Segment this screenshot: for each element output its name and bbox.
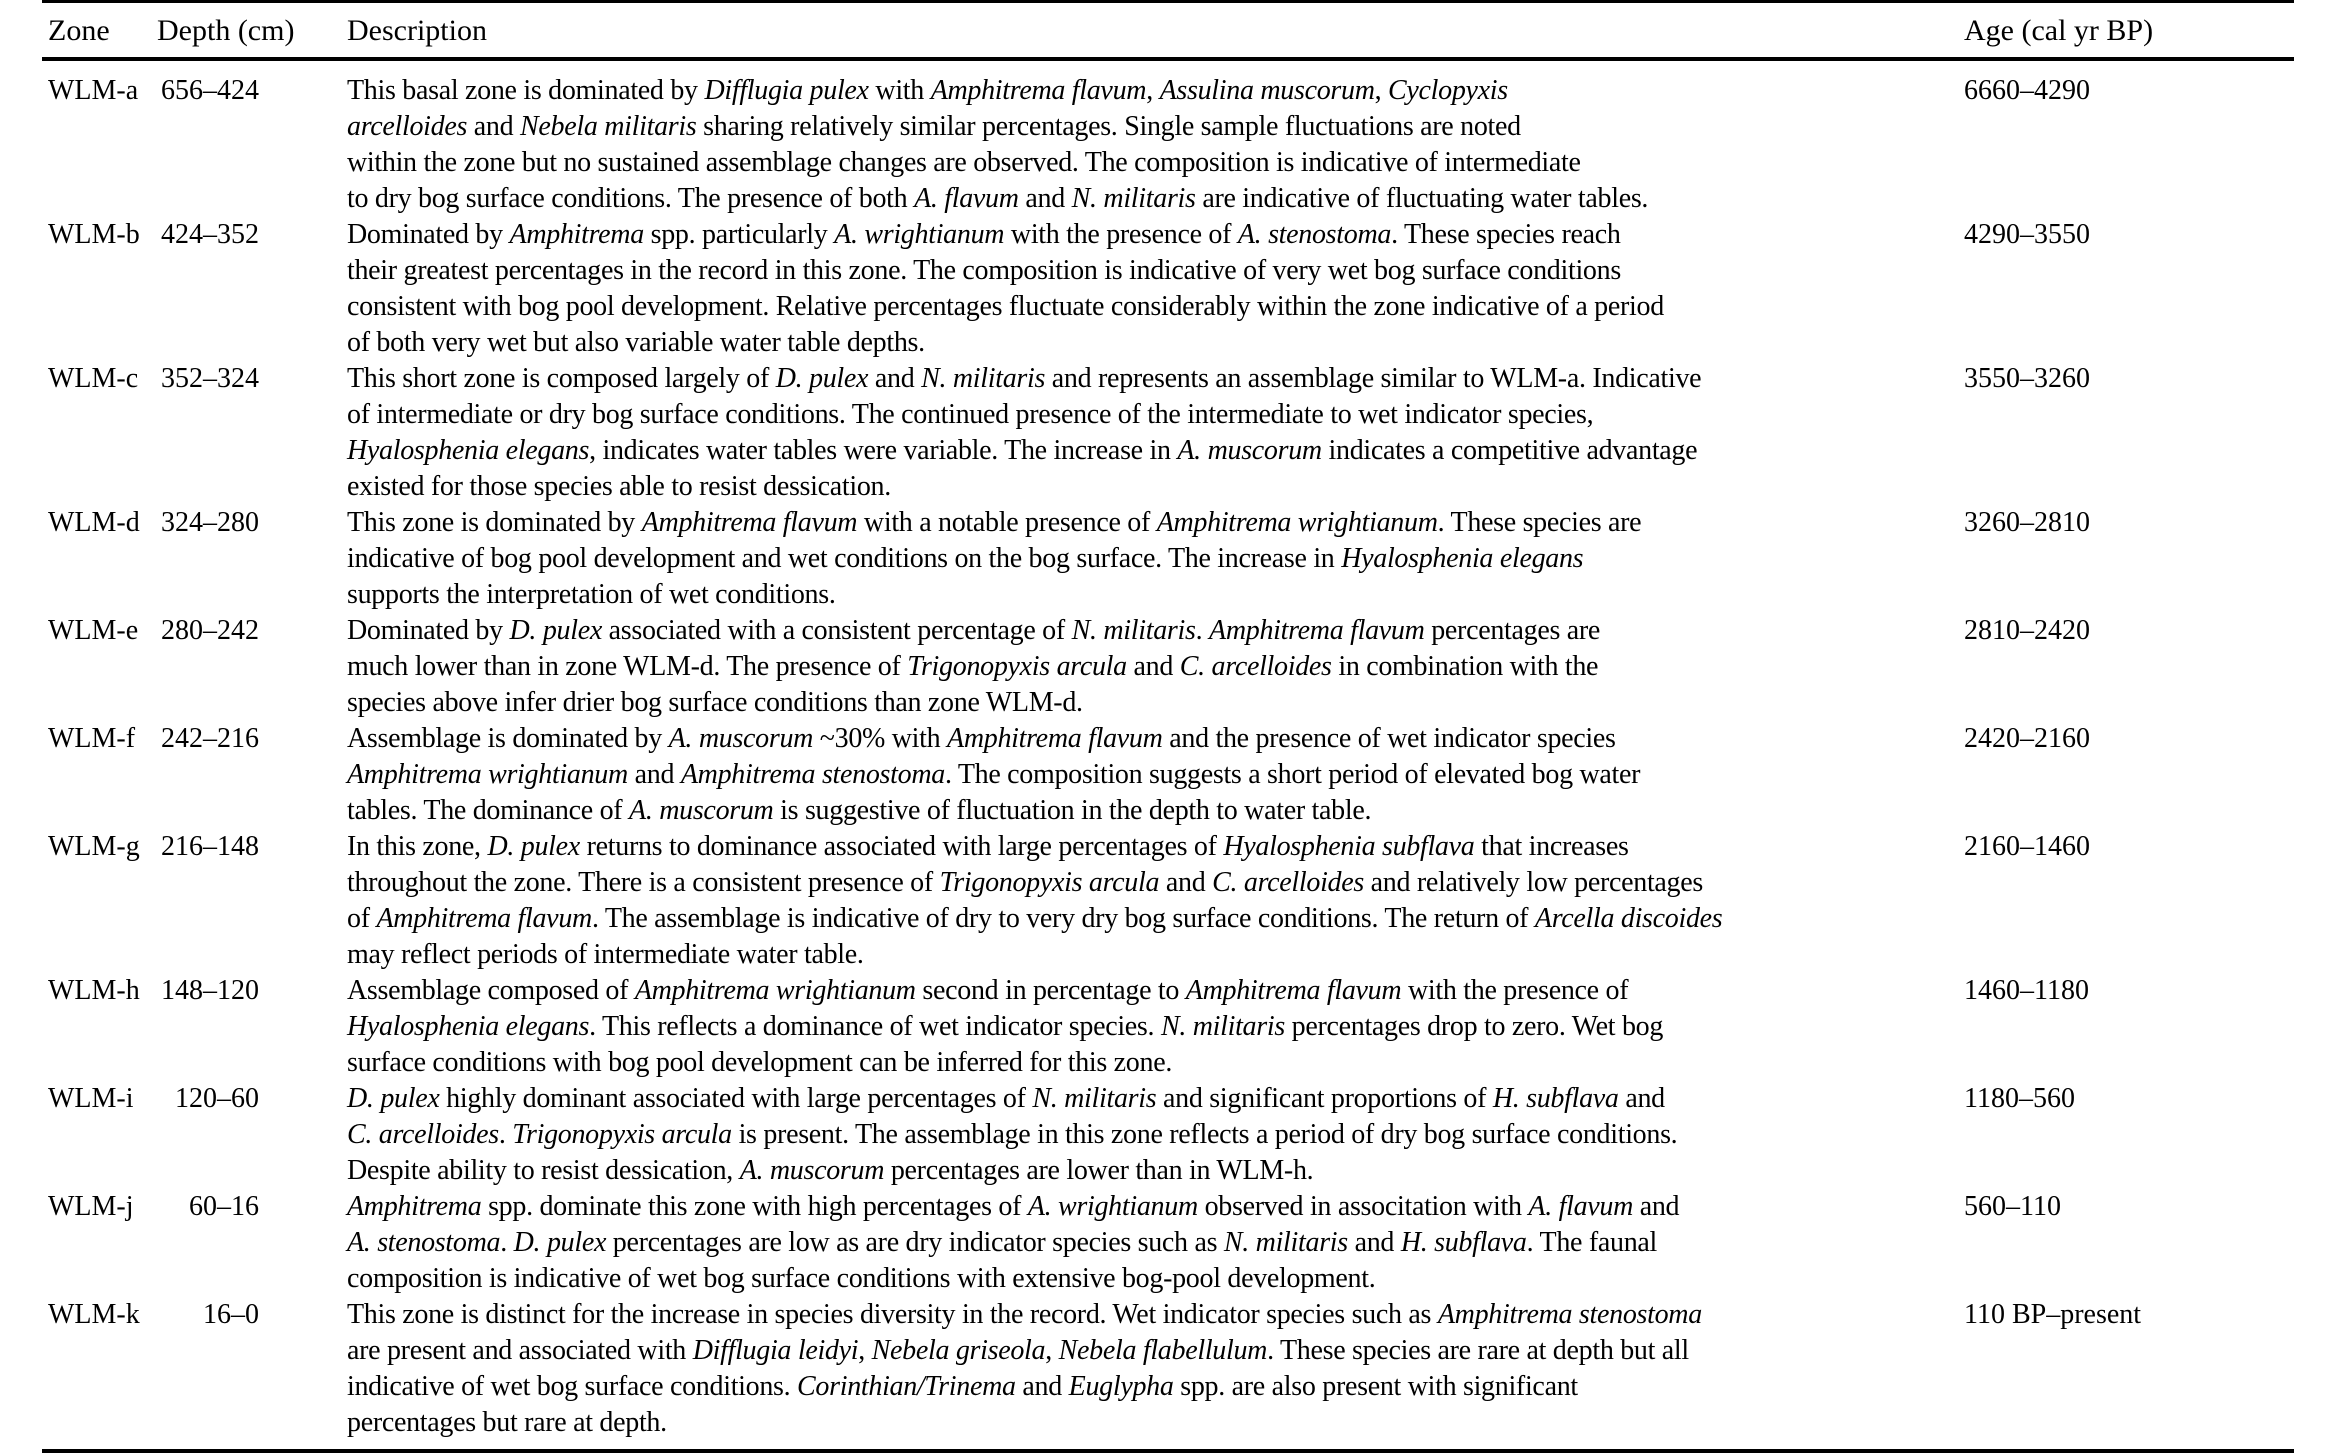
age-cell: 1460–1180: [1964, 975, 2089, 1006]
description-line: Hyalosphenia elegans, indicates water tables were variable. The increase in A. muscorum indicates a competitive advantage: [347, 435, 1698, 466]
table-row: [42, 613, 2294, 721]
description-line: of Amphitrema flavum. The assemblage is indicative of dry to very dry bog surface conditions. The return of Arcella discoides: [347, 903, 1723, 934]
description-line: This zone is dominated by Amphitrema flavum with a notable presence of Amphitrema wrightianum. These species are: [347, 507, 1642, 538]
table-row: [42, 973, 2294, 1081]
table-header: [42, 2, 2294, 60]
depth-value: 216–148: [161, 831, 259, 862]
zone-cell: WLM-k: [48, 1299, 140, 1330]
description-cell: [347, 1081, 1964, 1189]
age-cell: 110 BP–present: [1964, 1299, 2142, 1330]
col-header-depth: Depth (cm): [157, 2, 347, 60]
zone-cell: WLM-i: [48, 1083, 134, 1114]
table-row: [42, 1189, 2294, 1297]
zone-cell: WLM-d: [48, 507, 140, 538]
zone-cell: WLM-h: [48, 975, 140, 1006]
description-cell: [347, 973, 1964, 1081]
description-line: A. stenostoma. D. pulex percentages are low as are dry indicator species such as N. militaris and H. subflava. The faunal: [347, 1227, 1658, 1258]
description-line: supports the interpretation of wet conditions.: [347, 579, 836, 610]
zone-cell: WLM-f: [48, 723, 136, 754]
description-line: Dominated by Amphitrema spp. particularly A. wrightianum with the presence of A. stenostoma. These species reach: [347, 219, 1621, 250]
col-header-age: Age (cal yr BP): [1964, 2, 2294, 60]
description-cell: [347, 59, 1964, 217]
description-line: C. arcelloides. Trigonopyxis arcula is present. The assemblage in this zone reflects a period of dry bog surface conditions.: [347, 1119, 1678, 1150]
description-cell: [347, 505, 1964, 613]
description-line: Amphitrema wrightianum and Amphitrema stenostoma. The composition suggests a short period of elevated bog water: [347, 759, 1641, 790]
depth-cell: [157, 217, 347, 361]
table-row: [42, 59, 2294, 217]
depth-cell: [157, 613, 347, 721]
age-cell: 2160–1460: [1964, 831, 2090, 862]
col-header-zone: Zone: [42, 2, 157, 60]
table-body: [42, 59, 2294, 1451]
zone-description-table: [42, 0, 2294, 1453]
description-line: D. pulex highly dominant associated with large percentages of N. militaris and significant proportions of H. subflava and: [347, 1083, 1665, 1114]
description-line: species above infer drier bog surface conditions than zone WLM-d.: [347, 687, 1083, 718]
depth-cell: [157, 1081, 347, 1189]
zone-cell: WLM-g: [48, 831, 140, 862]
table-row: [42, 505, 2294, 613]
age-cell: 2420–2160: [1964, 723, 2090, 754]
depth-value: 324–280: [161, 507, 259, 538]
description-line: to dry bog surface conditions. The presence of both A. flavum and N. militaris are indicative of fluctuating water tables.: [347, 183, 1649, 214]
depth-cell: [157, 1189, 347, 1297]
description-cell: [347, 829, 1964, 973]
zone-cell: WLM-b: [48, 219, 140, 250]
description-line: may reflect periods of intermediate water table.: [347, 939, 864, 970]
age-cell: 1180–560: [1964, 1083, 2075, 1114]
table-row: [42, 361, 2294, 505]
age-cell: 560–110: [1964, 1191, 2061, 1222]
description-line: are present and associated with Difflugia leidyi, Nebela griseola, Nebela flabellulum. These species are rare at depth but all: [347, 1335, 1689, 1366]
zone-cell: WLM-e: [48, 615, 139, 646]
description-line: Assemblage composed of Amphitrema wrightianum second in percentage to Amphitrema flavum with the presence of: [347, 975, 1629, 1006]
description-line: Amphitrema spp. dominate this zone with high percentages of A. wrightianum observed in associtation with A. flavum and: [347, 1191, 1680, 1222]
depth-value: 242–216: [161, 723, 259, 754]
description-line: of intermediate or dry bog surface conditions. The continued presence of the intermediate to wet indicator species,: [347, 399, 1594, 430]
description-cell: [347, 217, 1964, 361]
depth-cell: [157, 361, 347, 505]
description-cell: [347, 721, 1964, 829]
description-line: within the zone but no sustained assemblage changes are observed. The composition is indicative of intermediate: [347, 147, 1581, 178]
description-line: This basal zone is dominated by Difflugia pulex with Amphitrema flavum, Assulina muscorum, Cyclopyxis: [347, 75, 1508, 106]
header-row: [42, 2, 2294, 60]
description-line: Despite ability to resist dessication, A. muscorum percentages are lower than in WLM-h.: [347, 1155, 1314, 1186]
depth-value: 16–0: [203, 1299, 259, 1330]
description-line: percentages but rare at depth.: [347, 1407, 667, 1438]
age-cell: 3260–2810: [1964, 507, 2090, 538]
description-line: Assemblage is dominated by A. muscorum ~30% with Amphitrema flavum and the presence of wet indicator species: [347, 723, 1616, 754]
zone-cell: WLM-a: [48, 75, 139, 106]
table-row: [42, 721, 2294, 829]
description-cell: [347, 613, 1964, 721]
depth-value: 280–242: [161, 615, 259, 646]
depth-cell: [157, 829, 347, 973]
description-line: arcelloides and Nebela militaris sharing relatively similar percentages. Single sample fluctuations are noted: [347, 111, 1521, 142]
age-cell: 2810–2420: [1964, 615, 2090, 646]
description-line: throughout the zone. There is a consistent presence of Trigonopyxis arcula and C. arcelloides and relatively low percentages: [347, 867, 1703, 898]
depth-value: 148–120: [161, 975, 259, 1006]
description-line: consistent with bog pool development. Relative percentages fluctuate considerably within the zone indicative of a period: [347, 291, 1664, 322]
depth-cell: [157, 1297, 347, 1451]
depth-value: 424–352: [161, 219, 259, 250]
zone-cell: WLM-c: [48, 363, 139, 394]
description-line: much lower than in zone WLM-d. The presence of Trigonopyxis arcula and C. arcelloides in combination with the: [347, 651, 1599, 682]
description-cell: [347, 361, 1964, 505]
depth-value: 120–60: [175, 1083, 259, 1114]
table-row: [42, 1297, 2294, 1451]
description-line: their greatest percentages in the record in this zone. The composition is indicative of very wet bog surface conditions: [347, 255, 1621, 286]
depth-cell: [157, 505, 347, 613]
depth-value: 352–324: [161, 363, 259, 394]
table-row: [42, 1081, 2294, 1189]
description-line: This short zone is composed largely of D. pulex and N. militaris and represents an assemblage similar to WLM-a. Indicative: [347, 363, 1702, 394]
col-header-description: Description: [347, 2, 1964, 60]
description-line: indicative of bog pool development and wet conditions on the bog surface. The increase in Hyalosphenia elegans: [347, 543, 1584, 574]
table-row: [42, 829, 2294, 973]
description-line: existed for those species able to resist dessication.: [347, 471, 891, 502]
age-cell: 6660–4290: [1964, 75, 2090, 106]
description-line: Hyalosphenia elegans. This reflects a dominance of wet indicator species. N. militaris percentages drop to zero. Wet bog: [347, 1011, 1664, 1042]
description-line: In this zone, D. pulex returns to dominance associated with large percentages of Hyalosphenia subflava that increases: [347, 831, 1629, 862]
description-line: composition is indicative of wet bog surface conditions with extensive bog-pool development.: [347, 1263, 1376, 1294]
description-line: indicative of wet bog surface conditions. Corinthian/Trinema and Euglypha spp. are also present with significant: [347, 1371, 1578, 1402]
description-line: of both very wet but also variable water table depths.: [347, 327, 925, 358]
description-cell: [347, 1297, 1964, 1451]
age-cell: 3550–3260: [1964, 363, 2090, 394]
description-cell: [347, 1189, 1964, 1297]
age-cell: 4290–3550: [1964, 219, 2090, 250]
zone-cell: WLM-j: [48, 1191, 134, 1222]
depth-cell: [157, 59, 347, 217]
description-line: Dominated by D. pulex associated with a consistent percentage of N. militaris. Amphitrema flavum percentages are: [347, 615, 1601, 646]
depth-cell: [157, 721, 347, 829]
description-line: tables. The dominance of A. muscorum is suggestive of fluctuation in the depth to water table.: [347, 795, 1372, 826]
depth-cell: [157, 973, 347, 1081]
description-line: surface conditions with bog pool development can be inferred for this zone.: [347, 1047, 1173, 1078]
depth-value: 60–16: [189, 1191, 259, 1222]
depth-value: 656–424: [161, 75, 259, 106]
table-row: [42, 217, 2294, 361]
description-line: This zone is distinct for the increase in species diversity in the record. Wet indicator species such as Amphitrema stenostoma: [347, 1299, 1702, 1330]
